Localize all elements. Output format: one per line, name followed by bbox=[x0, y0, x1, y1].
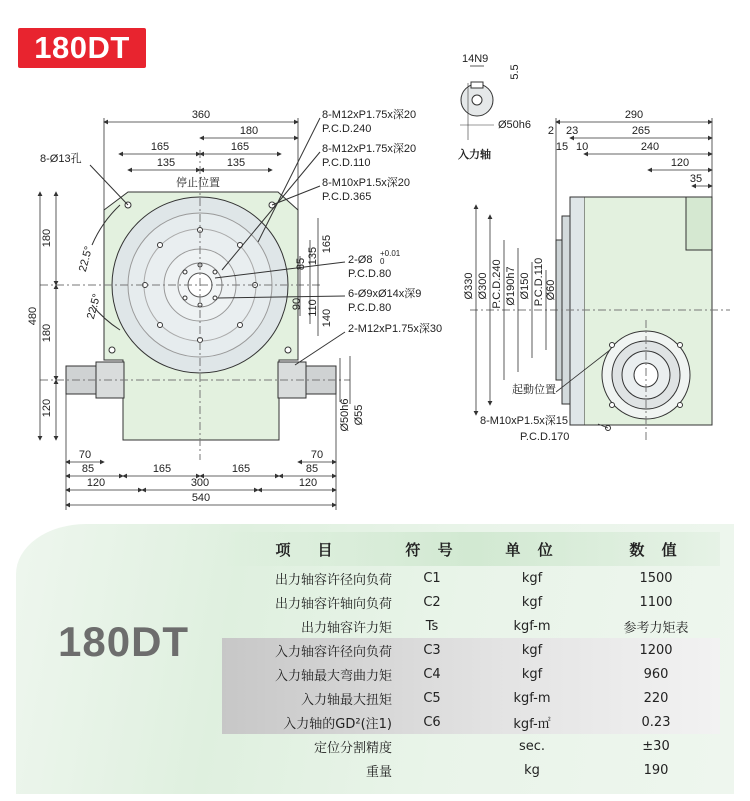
note-6-d9: 6-Ø9xØ14x深9 bbox=[348, 288, 422, 300]
cell-unit: kgf bbox=[521, 570, 543, 586]
cell-symbol: C1 bbox=[423, 570, 441, 586]
side-10: 10 bbox=[576, 141, 589, 153]
input-shaft-detail bbox=[460, 66, 494, 140]
dim-120-bottom-left: 120 bbox=[86, 477, 106, 489]
note-2-m12-depth30: 2-M12xP1.75x深30 bbox=[348, 323, 443, 335]
side-view bbox=[470, 197, 730, 440]
key-14n9: 14N9 bbox=[462, 53, 489, 65]
cell-unit: kgf bbox=[521, 642, 543, 658]
dim-140-vertical: 140 bbox=[321, 308, 333, 328]
holes-13-label: 8-Ø13孔 bbox=[40, 153, 82, 165]
dim-120-left: 120 bbox=[41, 398, 53, 418]
header-symbol: 符 号 bbox=[405, 540, 459, 559]
cell-unit: kgf-m bbox=[513, 690, 551, 706]
dim-300-bottom: 300 bbox=[190, 477, 210, 489]
side-265: 265 bbox=[631, 125, 651, 137]
side-2: 2 bbox=[547, 125, 554, 137]
table-row bbox=[222, 662, 720, 686]
cell-item: 入力轴最大弯曲力矩 bbox=[274, 668, 392, 684]
cell-value: 1200 bbox=[639, 642, 673, 658]
note-pcd80-a: P.C.D.80 bbox=[348, 268, 392, 280]
dim-110-vertical: 110 bbox=[307, 299, 319, 317]
table-row bbox=[222, 638, 720, 662]
cell-symbol: C2 bbox=[423, 594, 441, 610]
cell-value: 190 bbox=[643, 762, 669, 778]
dim-165-bottom-left: 165 bbox=[152, 463, 172, 475]
input-shaft-label: 入力轴 bbox=[458, 149, 491, 161]
note-pcd110: P.C.D.110 bbox=[322, 157, 371, 169]
note-pcd365: P.C.D.365 bbox=[322, 191, 372, 203]
cell-item: 出力轴容许轴向负荷 bbox=[274, 596, 392, 612]
cell-symbol: C6 bbox=[423, 714, 441, 730]
table-row bbox=[222, 686, 720, 710]
front-view bbox=[40, 118, 350, 460]
spec-table-header-row bbox=[222, 532, 720, 566]
dim-180-top: 180 bbox=[239, 125, 259, 137]
dim-70-left: 70 bbox=[78, 449, 92, 461]
cell-item: 入力轴容许径向负荷 bbox=[274, 644, 392, 660]
side-15: 15 bbox=[555, 141, 569, 153]
cell-symbol: C3 bbox=[423, 642, 441, 658]
dim-165-top-right: 165 bbox=[230, 141, 250, 153]
dim-135-top-left: 135 bbox=[156, 157, 176, 169]
key-d50h6: Ø50h6 bbox=[498, 119, 532, 131]
model-title-badge: 180DT bbox=[18, 28, 146, 68]
side-d300: Ø300 bbox=[477, 272, 489, 300]
note-2-d8-tol-upper: +0.01 bbox=[380, 249, 401, 258]
side-pcd240: P.C.D.240 bbox=[491, 259, 503, 309]
cell-symbol: C5 bbox=[423, 690, 441, 706]
note-pcd80-b: P.C.D.80 bbox=[348, 302, 392, 314]
cell-value: 220 bbox=[643, 690, 669, 706]
dim-360: 360 bbox=[191, 109, 211, 121]
dim-180-left-upper: 180 bbox=[41, 228, 53, 248]
dim-165-top-left: 165 bbox=[150, 141, 170, 153]
table-row bbox=[222, 758, 720, 782]
dim-90-vertical: 90 bbox=[291, 297, 303, 311]
cell-unit: kgf bbox=[521, 666, 543, 682]
side-d330: Ø330 bbox=[463, 272, 475, 300]
side-d60: Ø60 bbox=[545, 279, 557, 301]
cell-item: 入力轴最大扭矩 bbox=[300, 692, 392, 708]
side-23: 23 bbox=[566, 125, 579, 137]
side-pcd110: P.C.D.110 bbox=[533, 257, 545, 307]
dim-480: 480 bbox=[27, 306, 39, 326]
header-item: 项 目 bbox=[275, 540, 339, 559]
note-m12-pcd240: 8-M12xP1.75x深20 bbox=[322, 109, 417, 121]
dim-85-vertical: 85 bbox=[295, 257, 307, 271]
cell-unit: kgf bbox=[521, 594, 543, 610]
side-35: 35 bbox=[689, 173, 703, 185]
cell-value: 参考力矩表 bbox=[623, 620, 689, 636]
cell-value: 0.23 bbox=[641, 714, 671, 730]
header-value: 数 值 bbox=[629, 540, 683, 559]
side-290: 290 bbox=[624, 109, 644, 121]
dim-85-left: 85 bbox=[81, 463, 95, 475]
dim-120-bottom-right: 120 bbox=[298, 477, 318, 489]
cell-item: 定位分割精度 bbox=[313, 740, 392, 756]
dim-70-right: 70 bbox=[310, 449, 324, 461]
cell-symbol bbox=[392, 734, 472, 758]
cell-symbol bbox=[392, 758, 472, 782]
note-2-d8: 2-Ø8 bbox=[348, 254, 373, 266]
side-d150: Ø150 bbox=[519, 272, 531, 300]
cell-unit: sec. bbox=[518, 738, 546, 754]
table-row bbox=[222, 590, 720, 614]
cell-item: 出力轴容许径向负荷 bbox=[274, 572, 392, 588]
table-row bbox=[222, 734, 720, 758]
dim-180-left-lower: 180 bbox=[41, 323, 53, 343]
note-m10-pcd365: 8-M10xP1.5x深20 bbox=[322, 177, 411, 189]
side-120: 120 bbox=[670, 157, 690, 169]
cell-item: 入力轴的GD²(注1) bbox=[283, 716, 392, 732]
dim-135-vertical: 135 bbox=[307, 246, 319, 266]
side-240: 240 bbox=[640, 141, 660, 153]
dim-85-right: 85 bbox=[305, 463, 319, 475]
cell-unit: kgf-㎡ bbox=[513, 716, 551, 732]
table-row bbox=[222, 710, 720, 734]
note-m12-pcd110: 8-M12xP1.75x深20 bbox=[322, 143, 417, 155]
side-note-m10: 8-M10xP1.5x深15 bbox=[480, 415, 569, 427]
stop-position-label: 停止位置 bbox=[176, 177, 220, 189]
key-5-5: 5.5 bbox=[509, 64, 521, 80]
dim-d55-front: Ø55 bbox=[353, 404, 365, 426]
cell-value: 960 bbox=[643, 666, 669, 682]
table-row bbox=[222, 614, 720, 638]
header-unit: 单 位 bbox=[505, 540, 559, 559]
dim-540-bottom: 540 bbox=[191, 492, 211, 504]
spec-panel-model: 180DT bbox=[58, 618, 190, 665]
table-row bbox=[222, 566, 720, 590]
cell-symbol: C4 bbox=[423, 666, 441, 682]
side-note-pcd170: P.C.D.170 bbox=[520, 431, 570, 443]
cell-symbol: Ts bbox=[425, 618, 439, 634]
cell-value: ±30 bbox=[642, 738, 670, 754]
dim-135-top-right: 135 bbox=[226, 157, 246, 169]
cell-item: 重量 bbox=[365, 764, 392, 780]
note-2-d8-tol-lower: 0 bbox=[380, 257, 385, 266]
cell-item: 出力轴容许力矩 bbox=[300, 620, 392, 636]
spec-table bbox=[222, 532, 720, 782]
cell-unit: kg bbox=[524, 762, 540, 778]
cell-unit: kgf-m bbox=[513, 618, 551, 634]
note-pcd240: P.C.D.240 bbox=[322, 123, 372, 135]
dim-165-vertical: 165 bbox=[321, 234, 333, 254]
angle-upper: 22.5° bbox=[76, 245, 96, 274]
angle-lower: 22.5° bbox=[84, 292, 104, 321]
dim-d50h6-front: Ø50h6 bbox=[339, 398, 351, 432]
cell-value: 1100 bbox=[639, 594, 673, 610]
side-d190h7: Ø190h7 bbox=[505, 266, 517, 306]
start-position-label: 起動位置 bbox=[512, 384, 556, 396]
cell-value: 1500 bbox=[639, 570, 673, 586]
dim-165-bottom-right: 165 bbox=[231, 463, 251, 475]
